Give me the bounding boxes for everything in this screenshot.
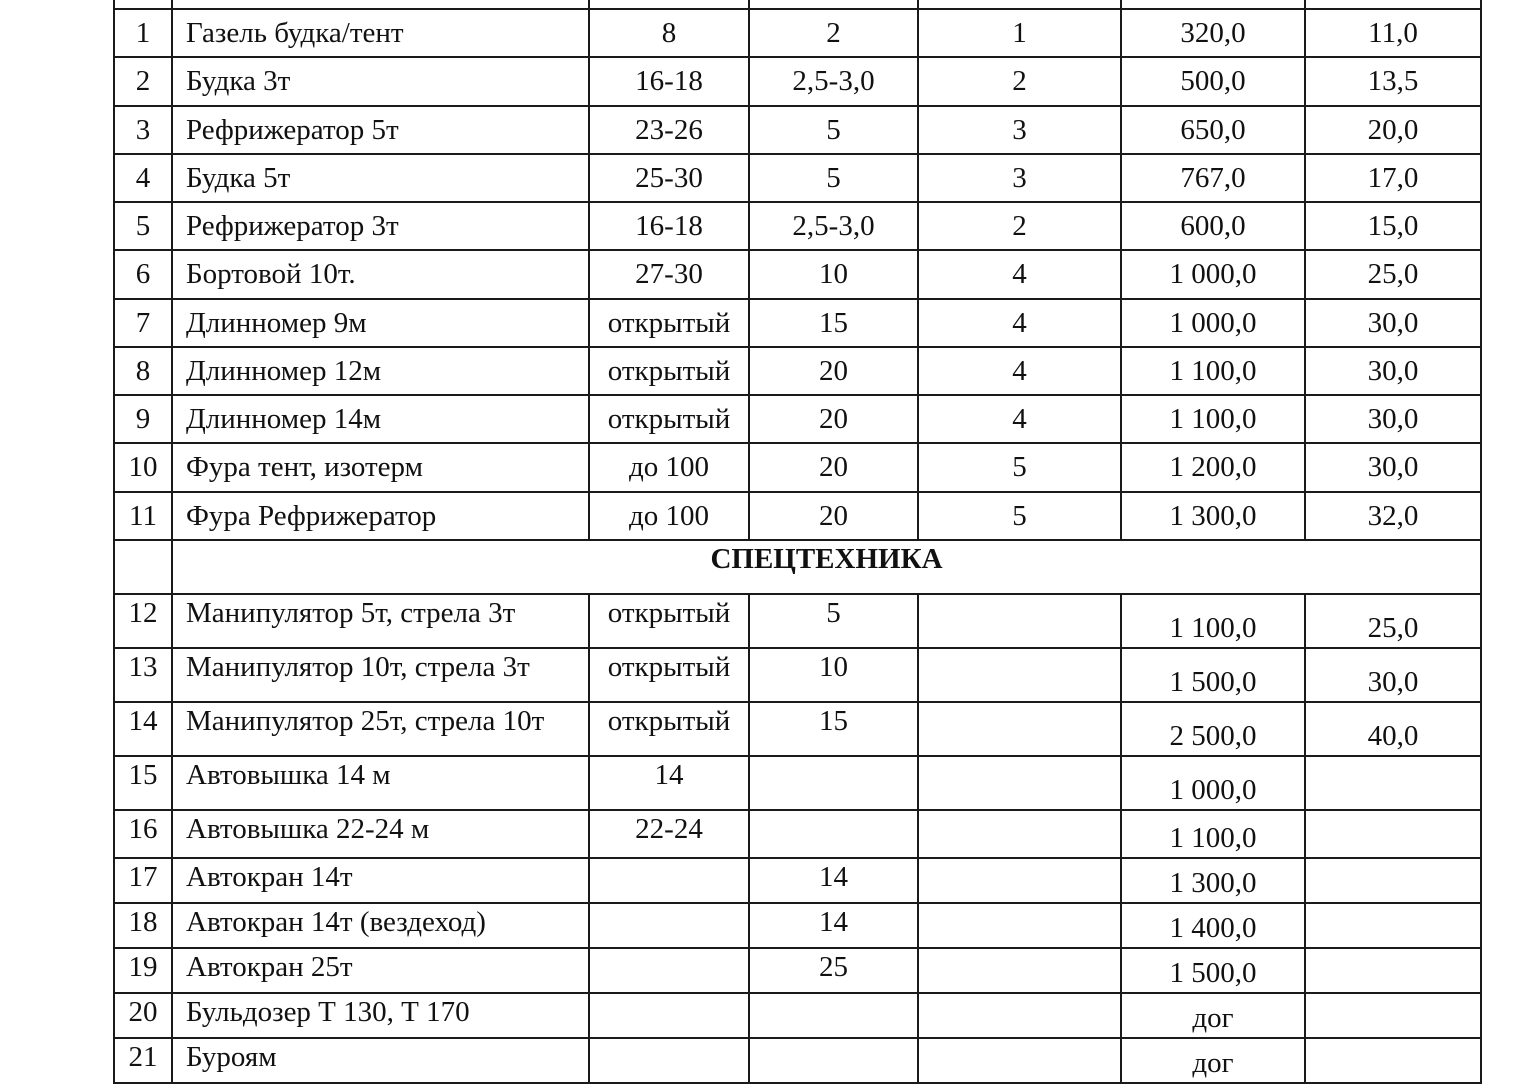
capacity-cell: 2,5-3,0: [749, 202, 918, 250]
vehicle-class-cell: 5: [918, 492, 1121, 540]
km-price-cell: [1305, 756, 1481, 810]
hourly-price-cell: 767,0: [1121, 154, 1305, 202]
hourly-price-cell: 1 100,0: [1121, 347, 1305, 395]
capacity-cell: 5: [749, 154, 918, 202]
table-row: [114, 9, 1481, 57]
body-volume-cell: [589, 948, 749, 993]
body-volume-cell: до 100: [589, 492, 749, 540]
row-number-cell: 7: [114, 299, 172, 347]
km-price-cell: 30,0: [1305, 648, 1481, 702]
vehicle-name-cell: Автовышка 14 м: [172, 756, 589, 810]
table-row: [114, 810, 1481, 858]
km-price-cell: 17,0: [1305, 154, 1481, 202]
km-price-cell: [1305, 903, 1481, 948]
vehicle-class-cell: 3: [918, 106, 1121, 154]
body-volume-cell: 27-30: [589, 250, 749, 299]
table-row: [114, 702, 1481, 756]
km-price-cell: [1305, 993, 1481, 1038]
vehicle-class-cell: [918, 756, 1121, 810]
row-number-cell: 16: [114, 810, 172, 858]
capacity-cell: 10: [749, 648, 918, 702]
hourly-price-cell: 2 500,0: [1121, 702, 1305, 756]
vehicle-name-cell: Газель будка/тент: [172, 9, 589, 57]
capacity-cell: 14: [749, 858, 918, 903]
km-price-cell: 11,0: [1305, 9, 1481, 57]
capacity-cell: [749, 993, 918, 1038]
vehicle-name-cell: Длинномер 12м: [172, 347, 589, 395]
km-price-cell: 15,0: [1305, 202, 1481, 250]
capacity-cell: [749, 810, 918, 858]
row-number-cell: 6: [114, 250, 172, 299]
vehicle-class-cell: 3: [918, 154, 1121, 202]
row-number-cell: 4: [114, 154, 172, 202]
hourly-price-cell: 1 300,0: [1121, 492, 1305, 540]
vehicle-class-cell: 5: [918, 443, 1121, 492]
body-volume-cell: 22-24: [589, 810, 749, 858]
km-price-cell: 13,5: [1305, 57, 1481, 106]
table-row: [114, 57, 1481, 106]
km-price-cell: 30,0: [1305, 395, 1481, 443]
row-number-cell: 9: [114, 395, 172, 443]
row-number-cell: 19: [114, 948, 172, 993]
km-price-cell: 40,0: [1305, 702, 1481, 756]
vehicle-class-cell: 2: [918, 57, 1121, 106]
km-price-cell: 30,0: [1305, 347, 1481, 395]
body-volume-cell: [589, 993, 749, 1038]
row-number-cell: 14: [114, 702, 172, 756]
table-row: [114, 993, 1481, 1038]
body-volume-cell: 14: [589, 756, 749, 810]
km-price-cell: 20,0: [1305, 106, 1481, 154]
capacity-cell: 20: [749, 492, 918, 540]
row-number-cell: 5: [114, 202, 172, 250]
vehicle-class-cell: [918, 702, 1121, 756]
vehicle-name-cell: Манипулятор 25т, стрела 10т: [172, 702, 589, 756]
vehicle-name-cell: Рефрижератор 3т: [172, 202, 589, 250]
capacity-cell: [749, 756, 918, 810]
hourly-price-cell: 500,0: [1121, 57, 1305, 106]
price-table: [113, 0, 1482, 1084]
vehicle-class-cell: [918, 594, 1121, 648]
km-price-cell: 30,0: [1305, 299, 1481, 347]
vehicle-name-cell: Буроям: [172, 1038, 589, 1083]
vehicle-class-cell: [918, 648, 1121, 702]
section-row: [114, 540, 1481, 594]
table-row: [114, 106, 1481, 154]
table-row: [114, 594, 1481, 648]
vehicle-name-cell: Длинномер 14м: [172, 395, 589, 443]
km-price-cell: 25,0: [1305, 594, 1481, 648]
vehicle-class-cell: 1: [918, 9, 1121, 57]
table-row: [114, 443, 1481, 492]
hourly-price-cell: дог: [1121, 1038, 1305, 1083]
row-number-cell: 3: [114, 106, 172, 154]
vehicle-class-cell: [918, 858, 1121, 903]
vehicle-class-cell: [918, 810, 1121, 858]
body-volume-cell: открытый: [589, 702, 749, 756]
capacity-cell: 15: [749, 702, 918, 756]
vehicle-class-cell: [918, 948, 1121, 993]
hourly-price-cell: 1 500,0: [1121, 948, 1305, 993]
body-volume-cell: открытый: [589, 395, 749, 443]
vehicle-class-cell: [918, 903, 1121, 948]
table-row: [114, 347, 1481, 395]
vehicle-class-cell: [918, 993, 1121, 1038]
vehicle-class-cell: 4: [918, 299, 1121, 347]
table-row: [114, 1038, 1481, 1083]
vehicle-class-cell: 4: [918, 395, 1121, 443]
hourly-price-cell: 1 000,0: [1121, 299, 1305, 347]
table-row: [114, 250, 1481, 299]
hourly-price-cell: 1 000,0: [1121, 250, 1305, 299]
hourly-price-cell: 1 300,0: [1121, 858, 1305, 903]
vehicle-name-cell: Будка 3т: [172, 57, 589, 106]
body-volume-cell: до 100: [589, 443, 749, 492]
vehicle-name-cell: Будка 5т: [172, 154, 589, 202]
vehicle-class-cell: 4: [918, 250, 1121, 299]
table-row: [114, 858, 1481, 903]
km-price-cell: [1305, 1038, 1481, 1083]
row-number-cell: 10: [114, 443, 172, 492]
km-price-cell: [1305, 948, 1481, 993]
vehicle-name-cell: Автокран 25т: [172, 948, 589, 993]
hourly-price-cell: 1 100,0: [1121, 810, 1305, 858]
capacity-cell: 20: [749, 347, 918, 395]
table-row: [114, 948, 1481, 993]
hourly-price-cell: 1 400,0: [1121, 903, 1305, 948]
vehicle-name-cell: Автокран 14т (вездеход): [172, 903, 589, 948]
row-number-cell: 1: [114, 9, 172, 57]
body-volume-cell: открытый: [589, 347, 749, 395]
km-price-cell: [1305, 810, 1481, 858]
body-volume-cell: [589, 903, 749, 948]
hourly-price-cell: 1 000,0: [1121, 756, 1305, 810]
header-row-partial: [114, 0, 1481, 9]
body-volume-cell: открытый: [589, 299, 749, 347]
body-volume-cell: 16-18: [589, 57, 749, 106]
body-volume-cell: 8: [589, 9, 749, 57]
row-number-cell: 15: [114, 756, 172, 810]
vehicle-name-cell: Рефрижератор 5т: [172, 106, 589, 154]
body-volume-cell: 25-30: [589, 154, 749, 202]
body-volume-cell: [589, 858, 749, 903]
hourly-price-cell: 320,0: [1121, 9, 1305, 57]
section-title: СПЕЦТЕХНИКА: [172, 540, 1481, 594]
row-number-cell: 17: [114, 858, 172, 903]
hourly-price-cell: дог: [1121, 993, 1305, 1038]
body-volume-cell: открытый: [589, 648, 749, 702]
body-volume-cell: 16-18: [589, 202, 749, 250]
row-number-cell: 13: [114, 648, 172, 702]
row-number-cell: 11: [114, 492, 172, 540]
row-number-cell: 18: [114, 903, 172, 948]
row-number-cell: 20: [114, 993, 172, 1038]
price-table-body: [114, 0, 1481, 1083]
vehicle-name-cell: Манипулятор 10т, стрела 3т: [172, 648, 589, 702]
body-volume-cell: [589, 1038, 749, 1083]
capacity-cell: 20: [749, 395, 918, 443]
vehicle-name-cell: Бортовой 10т.: [172, 250, 589, 299]
body-volume-cell: открытый: [589, 594, 749, 648]
table-row: [114, 154, 1481, 202]
vehicle-name-cell: Автокран 14т: [172, 858, 589, 903]
hourly-price-cell: 650,0: [1121, 106, 1305, 154]
capacity-cell: 2,5-3,0: [749, 57, 918, 106]
vehicle-name-cell: Автовышка 22-24 м: [172, 810, 589, 858]
capacity-cell: 14: [749, 903, 918, 948]
km-price-cell: 30,0: [1305, 443, 1481, 492]
table-row: [114, 492, 1481, 540]
vehicle-name-cell: Бульдозер Т 130, Т 170: [172, 993, 589, 1038]
capacity-cell: 20: [749, 443, 918, 492]
vehicle-name-cell: Манипулятор 5т, стрела 3т: [172, 594, 589, 648]
table-row: [114, 395, 1481, 443]
row-number-cell: 12: [114, 594, 172, 648]
table-row: [114, 299, 1481, 347]
row-number-cell: 21: [114, 1038, 172, 1083]
km-price-cell: [1305, 858, 1481, 903]
row-number-cell: 8: [114, 347, 172, 395]
vehicle-name-cell: Фура тент, изотерм: [172, 443, 589, 492]
km-price-cell: 32,0: [1305, 492, 1481, 540]
capacity-cell: 15: [749, 299, 918, 347]
vehicle-class-cell: 4: [918, 347, 1121, 395]
hourly-price-cell: 1 200,0: [1121, 443, 1305, 492]
vehicle-name-cell: Длинномер 9м: [172, 299, 589, 347]
table-row: [114, 903, 1481, 948]
capacity-cell: 5: [749, 594, 918, 648]
hourly-price-cell: 1 500,0: [1121, 648, 1305, 702]
table-row: [114, 756, 1481, 810]
vehicle-class-cell: 2: [918, 202, 1121, 250]
hourly-price-cell: 1 100,0: [1121, 395, 1305, 443]
capacity-cell: 25: [749, 948, 918, 993]
table-row: [114, 202, 1481, 250]
capacity-cell: 10: [749, 250, 918, 299]
vehicle-name-cell: Фура Рефрижератор: [172, 492, 589, 540]
table-row: [114, 648, 1481, 702]
hourly-price-cell: 600,0: [1121, 202, 1305, 250]
capacity-cell: [749, 1038, 918, 1083]
row-number-cell: 2: [114, 57, 172, 106]
capacity-cell: 5: [749, 106, 918, 154]
vehicle-class-cell: [918, 1038, 1121, 1083]
body-volume-cell: 23-26: [589, 106, 749, 154]
km-price-cell: 25,0: [1305, 250, 1481, 299]
hourly-price-cell: 1 100,0: [1121, 594, 1305, 648]
capacity-cell: 2: [749, 9, 918, 57]
